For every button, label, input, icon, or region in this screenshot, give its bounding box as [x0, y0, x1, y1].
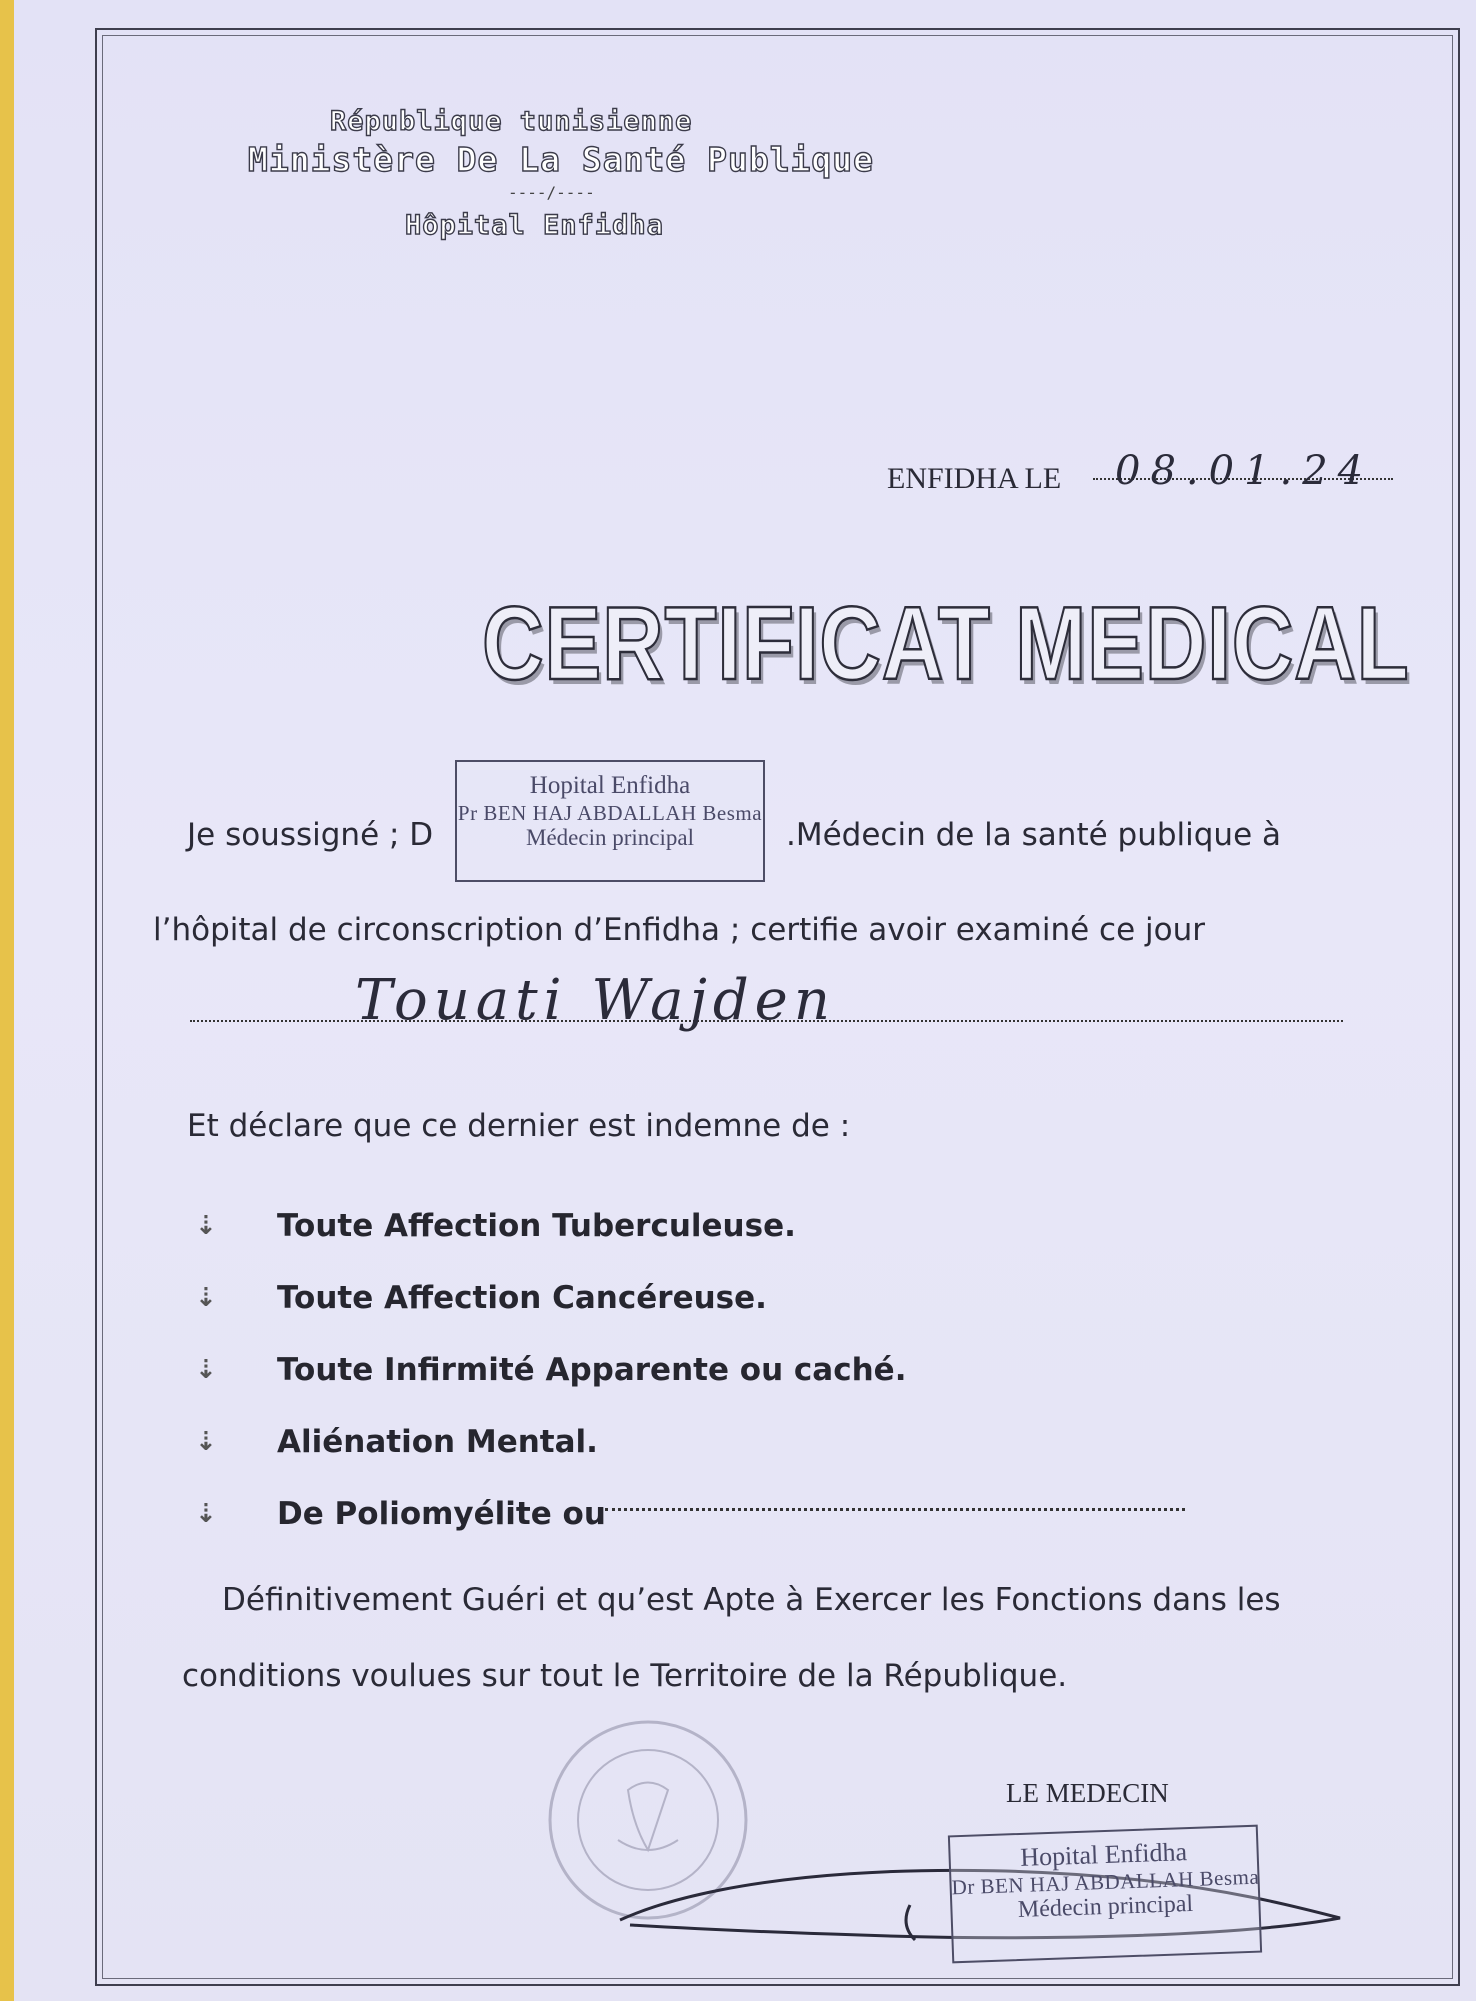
- list-item: [195, 1334, 906, 1406]
- date-handwritten: 08.01.24: [1115, 448, 1374, 494]
- arrow-down-icon: ⇣: [195, 1211, 217, 1241]
- header-hospital: Hôpital Enfidha: [405, 210, 664, 241]
- stamp-bottom-line2: Dr BEN HAJ ABDALLAH Besma: [951, 1864, 1260, 1900]
- intro-start-text: Je soussigné ; D: [187, 817, 434, 853]
- conditions-list: [195, 1190, 906, 1550]
- condition-label: Toute Infirmité Apparente ou caché.: [277, 1352, 907, 1388]
- document-title: CERTIFICAT MEDICAL: [482, 586, 1410, 702]
- list-item: [195, 1478, 906, 1550]
- list-item: [195, 1262, 906, 1334]
- doctor-stamp-bottom: [948, 1825, 1262, 1964]
- stamp-top-line3: Médecin principal: [526, 824, 694, 850]
- arrow-down-icon: ⇣: [195, 1499, 217, 1529]
- condition-label: Toute Affection Tuberculeuse.: [277, 1208, 796, 1244]
- list-item: [195, 1406, 906, 1478]
- doctor-stamp-top: [455, 760, 765, 882]
- place-prefix: ENFIDHA LE: [887, 462, 1062, 495]
- header-ministry: Ministère De La Santé Publique: [248, 140, 875, 179]
- polio-dotted-line: [605, 1508, 1185, 1511]
- patient-name-handwritten: Touati Wajden: [355, 968, 836, 1033]
- arrow-down-icon: ⇣: [195, 1355, 217, 1385]
- arrow-down-icon: ⇣: [195, 1427, 217, 1457]
- condition-label: Aliénation Mental.: [277, 1424, 598, 1460]
- declaration-text: Et déclare que ce dernier est indemne de :: [187, 1108, 851, 1144]
- list-item: [195, 1190, 906, 1262]
- conclusion-line1: Définitivement Guéri et qu’est Apte à Exercer les Fonctions dans les: [222, 1582, 1281, 1618]
- signature-label: LE MEDECIN: [1006, 1778, 1169, 1808]
- intro-start: [187, 817, 433, 853]
- intro-end: .Médecin de la santé publique à: [786, 817, 1282, 853]
- header-republic: République tunisienne: [330, 106, 693, 137]
- conclusion-line2: conditions voulues sur tout le Territoire de la République.: [182, 1658, 1068, 1694]
- stamp-top-line1: Hopital Enfidha: [529, 772, 691, 799]
- stamp-bottom-line1: Hopital Enfidha: [1019, 1837, 1188, 1872]
- condition-label: Toute Affection Cancéreuse.: [277, 1280, 767, 1316]
- header-separator: ----/----: [508, 183, 595, 202]
- condition-label: De Poliomyélite ou: [277, 1496, 606, 1532]
- arrow-down-icon: ⇣: [195, 1283, 217, 1313]
- round-seal: [550, 1722, 746, 1918]
- intro-line2: l’hôpital de circonscription d’Enfidha ; certifie avoir examiné ce jour: [153, 912, 1206, 948]
- stamp-bottom-line3: Médecin principal: [1017, 1890, 1194, 1924]
- stamp-top-line2: Pr BEN HAJ ABDALLAH Besma: [457, 800, 763, 825]
